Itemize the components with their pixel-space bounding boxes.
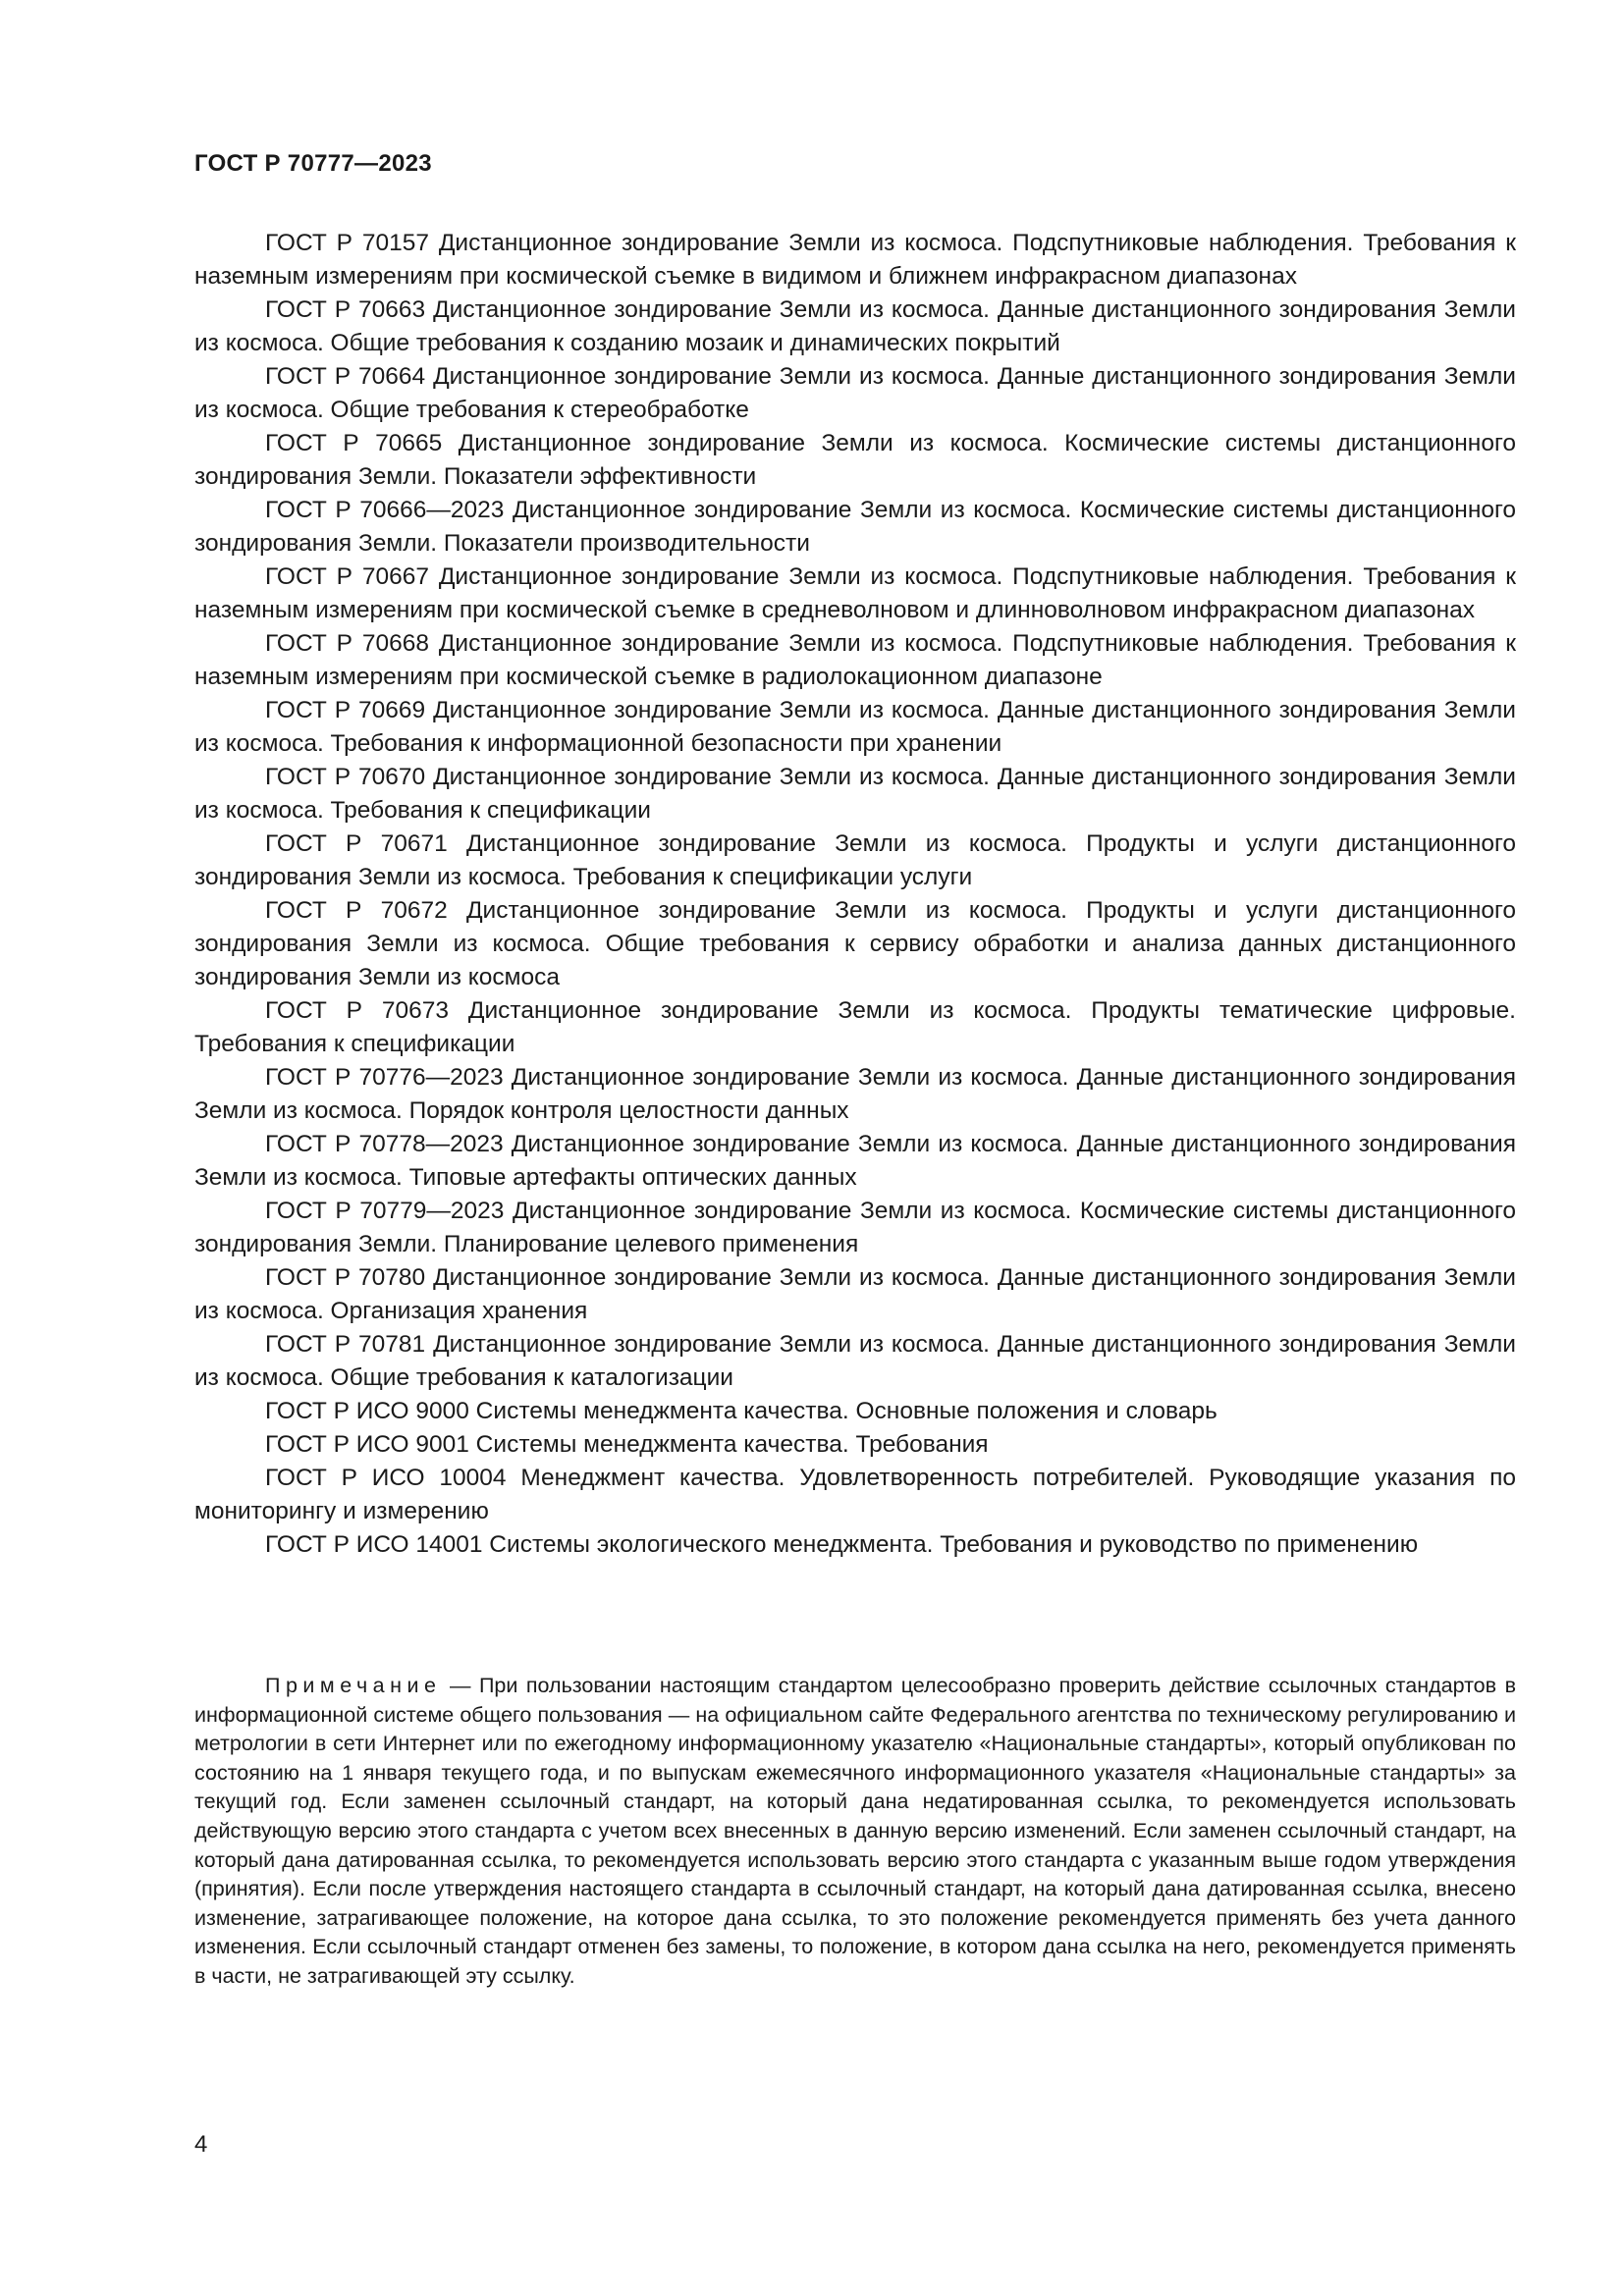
reference-item: ГОСТ Р 70664 Дистанционное зондирование Земли из космоса. Данные дистанционного зондирования Земли из космоса. Общие требования к стереобработке (194, 363, 1516, 423)
reference-item: ГОСТ Р 70157 Дистанционное зондирование Земли из космоса. Подспутниковые наблюдения. Требования к наземным измерениям при космической съемке в видимом и ближнем инфракрасном диапазонах (194, 230, 1516, 290)
note-block (194, 1672, 1516, 1992)
reference-item: ГОСТ Р 70673 Дистанционное зондирование Земли из космоса. Продукты тематические цифровые. Требования к спецификации (194, 997, 1516, 1057)
note-paragraph (194, 1672, 1516, 1992)
reference-item: ГОСТ Р 70672 Дистанционное зондирование Земли из космоса. Продукты и услуги дистанционного зондирования Земли из космоса. Общие требования к сервису обработки и анализа данных дистанционного зондирования Земли из космоса (194, 897, 1516, 990)
reference-item: ГОСТ Р ИСО 14001 Системы экологического менеджмента. Требования и руководство по применению (265, 1531, 1419, 1558)
reference-item: ГОСТ Р 70780 Дистанционное зондирование Земли из космоса. Данные дистанционного зондирования Земли из космоса. Организация хранения (194, 1264, 1516, 1324)
reference-item: ГОСТ Р 70671 Дистанционное зондирование Земли из космоса. Продукты и услуги дистанционного зондирования Земли из космоса. Требования к спецификации услуги (194, 830, 1516, 890)
reference-item: ГОСТ Р 70666—2023 Дистанционное зондирование Земли из космоса. Космические системы дистанционного зондирования Земли. Показатели производительности (194, 497, 1516, 557)
reference-item: ГОСТ Р 70669 Дистанционное зондирование Земли из космоса. Данные дистанционного зондирования Земли из космоса. Требования к информационной безопасности при хранении (194, 697, 1516, 757)
reference-item: ГОСТ Р 70781 Дистанционное зондирование Земли из космоса. Данные дистанционного зондирования Земли из космоса. Общие требования к каталогизации (194, 1331, 1516, 1391)
reference-item: ГОСТ Р 70776—2023 Дистанционное зондирование Земли из космоса. Данные дистанционного зондирования Земли из космоса. Порядок контроля целостности данных (194, 1064, 1516, 1124)
document-header: ГОСТ Р 70777—2023 (194, 150, 432, 177)
reference-item: ГОСТ Р 70668 Дистанционное зондирование Земли из космоса. Подспутниковые наблюдения. Требования к наземным измерениям при космической съемке в радиолокационном диапазоне (194, 630, 1516, 690)
reference-item: ГОСТ Р 70667 Дистанционное зондирование Земли из космоса. Подспутниковые наблюдения. Требования к наземным измерениям при космической съемке в средневолновом и длинноволновом инфракрасном диапазонах (194, 563, 1516, 623)
note-label: Примечание (265, 1674, 442, 1697)
note-text: — При пользовании настоящим стандартом целесообразно проверить действие ссылочных стандартов в информационной системе общего пользования — на официальном сайте Федерального агентства по техническому регулированию и метрологии в сети Интернет или по ежегодному информационному указателю «Национальные стандарты», который опубликован по состоянию на 1 января текущего года, и по выпускам ежемесячного информационного указателя «Национальные стандарты» за текущий год. Если заменен ссылочный стандарт, на который дана недатированная ссылка, то рекомендуется использовать действующую версию этого стандарта с учетом всех внесенных в данную версию изменений. Если заменен ссылочный стандарт, на который дана датированная ссылка, то рекомендуется использовать версию этого стандарта с указанным выше годом утверждения (принятия). Если после утверждения настоящего стандарта в ссылочный стандарт, на который дана датированная ссылка, внесено изменение, затрагивающее положение, на которое дана ссылка, то это положение рекомендуется применять без учета данного изменения. Если ссылочный стандарт отменен без замены, то положение, в котором дана ссылка на него, рекомендуется применять в части, не затрагивающей эту ссылку. (194, 1674, 1516, 1988)
reference-item: ГОСТ Р 70665 Дистанционное зондирование Земли из космоса. Космические системы дистанционного зондирования Земли. Показатели эффективности (194, 430, 1516, 490)
reference-item: ГОСТ Р 70778—2023 Дистанционное зондирование Земли из космоса. Данные дистанционного зондирования Земли из космоса. Типовые артефакты оптических данных (194, 1131, 1516, 1191)
reference-item: ГОСТ Р ИСО 10004 Менеджмент качества. Удовлетворенность потребителей. Руководящие указания по мониторингу и измерению (194, 1465, 1516, 1524)
page-number: 4 (194, 2131, 208, 2158)
reference-item: ГОСТ Р 70779—2023 Дистанционное зондирование Земли из космоса. Космические системы дистанционного зондирования Земли. Планирование целевого применения (194, 1198, 1516, 1257)
normative-references-list (194, 227, 1516, 1562)
reference-item: ГОСТ Р ИСО 9000 Системы менеджмента качества. Основные положения и словарь (265, 1398, 1218, 1424)
reference-item: ГОСТ Р 70663 Дистанционное зондирование Земли из космоса. Данные дистанционного зондирования Земли из космоса. Общие требования к созданию мозаик и динамических покрытий (194, 296, 1516, 356)
reference-item: ГОСТ Р ИСО 9001 Системы менеджмента качества. Требования (265, 1431, 989, 1458)
reference-item: ГОСТ Р 70670 Дистанционное зондирование Земли из космоса. Данные дистанционного зондирования Земли из космоса. Требования к спецификации (194, 764, 1516, 824)
